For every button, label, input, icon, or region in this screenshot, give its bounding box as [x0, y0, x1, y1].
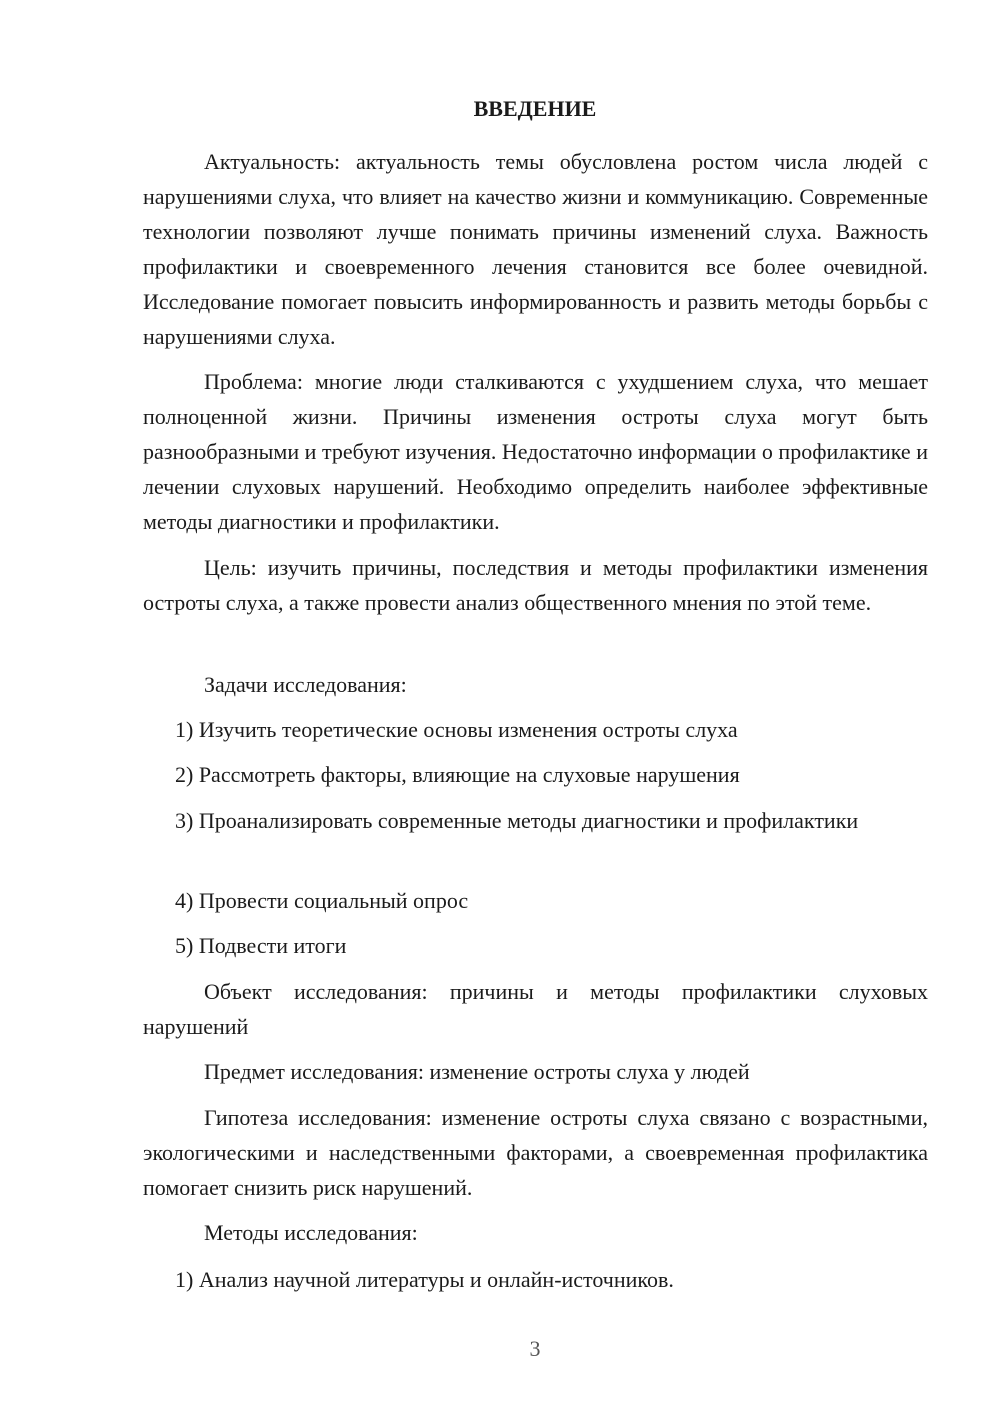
object-paragraph: Объект исследования: причины и методы профилактики слуховых нарушений: [143, 979, 928, 1039]
task-item-4: 4) Провести социальный опрос: [175, 888, 469, 913]
section-heading: ВВЕДЕНИЕ: [473, 96, 597, 121]
method-item-1: 1) Анализ научной литературы и онлайн-источников.: [175, 1267, 674, 1292]
task-item-3: 3) Проанализировать современные методы диагностики и профилактики: [175, 808, 859, 833]
methods-title: Методы исследования:: [204, 1220, 418, 1245]
relevance-paragraph: Актуальность: актуальность темы обусловлена ростом числа людей с нарушениями слуха, что влияет на качество жизни и коммуникацию. Современные технологии позволяют лучше понимать причины изменений слуха. Важность профилактики и своевременного лечения становится все более очевидной. Исследование помогает повысить информированность и развить методы борьбы с нарушениями слуха.: [143, 149, 928, 349]
task-item-5: 5) Подвести итоги: [175, 933, 347, 958]
tasks-title: Задачи исследования:: [204, 672, 407, 697]
task-item-1: 1) Изучить теоретические основы изменения остроты слуха: [175, 717, 738, 742]
page-number: 3: [529, 1336, 541, 1361]
hypothesis-paragraph: Гипотеза исследования: изменение остроты слуха связано с возрастными, экологическими и наследственными факторами, а своевременная профилактика помогает снизить риск нарушений.: [143, 1105, 928, 1200]
problem-paragraph: Проблема: многие люди сталкиваются с ухудшением слуха, что мешает полноценной жизни. Причины изменения остроты слуха могут быть разнообразными и требуют изучения. Недостаточно информации о профилактике и лечении слуховых нарушений. Необходимо определить наиболее эффективные методы диагностики и профилактики.: [143, 369, 928, 534]
goal-paragraph: Цель: изучить причины, последствия и методы профилактики изменения остроты слуха, а также провести анализ общественного мнения по этой теме.: [143, 555, 928, 615]
subject-paragraph: Предмет исследования: изменение остроты слуха у людей: [204, 1059, 750, 1084]
task-item-2: 2) Рассмотреть факторы, влияющие на слуховые нарушения: [175, 762, 740, 787]
